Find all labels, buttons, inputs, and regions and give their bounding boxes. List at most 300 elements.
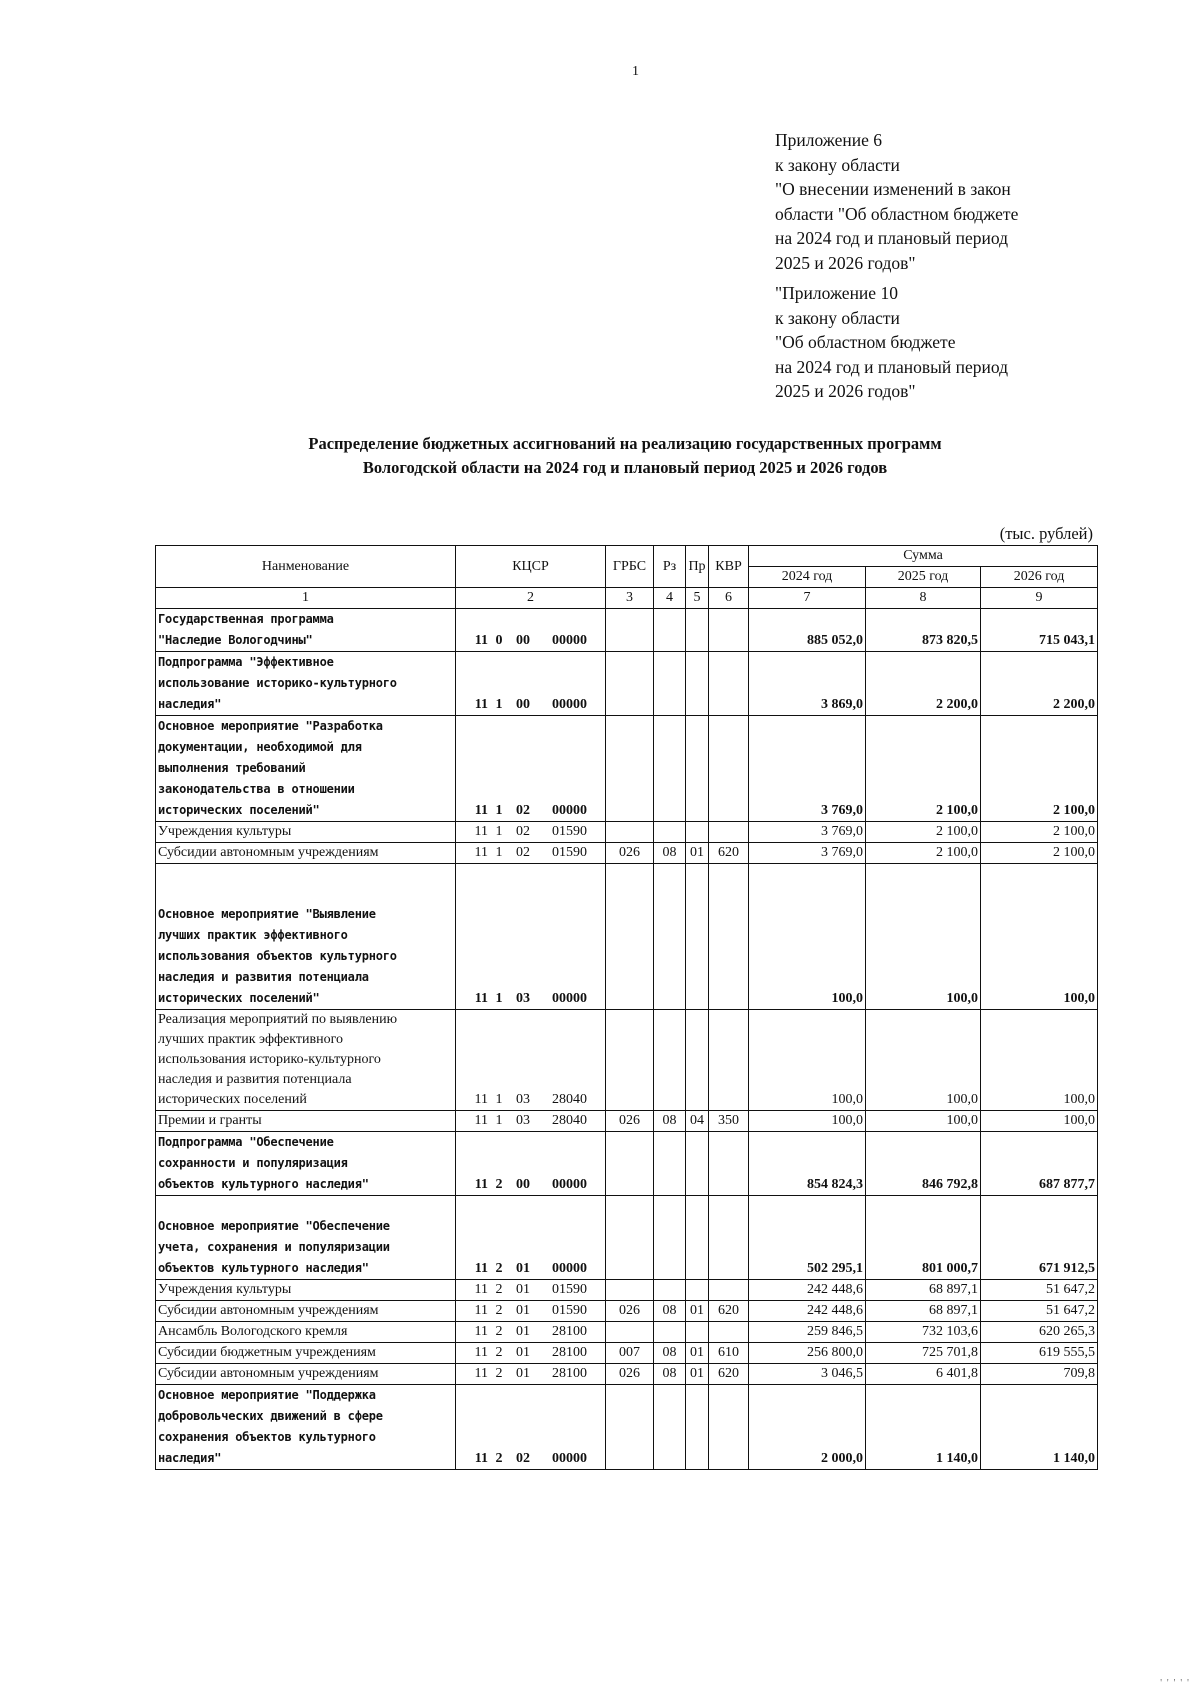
annex-line: на 2024 год и плановый период [775,228,1009,248]
row-name-line: лучших практик эффективного [158,1032,343,1047]
row-sum-2025: 873 820,5 [866,609,981,652]
row-sum-2025: 801 000,7 [866,1196,981,1280]
row-kvr [709,1280,749,1301]
kcsr-part: 00000 [552,697,587,712]
row-sum-2025: 1 140,0 [866,1385,981,1470]
row-sum-2026: 100,0 [981,1111,1098,1132]
row-kvr [709,822,749,843]
kcsr-part: 02 [516,1451,530,1466]
row-name-line: исторических поселений" [158,991,320,1005]
col-number: 6 [709,588,749,609]
kcsr-part: 1 [495,1092,503,1107]
row-sum-2024: 885 052,0 [749,609,866,652]
kcsr-part: 11 [474,1177,488,1192]
row-name-line: использование историко-культурного [158,676,397,690]
row-sum-2025: 2 100,0 [866,843,981,864]
row-kvr [709,864,749,1010]
row-grbs [606,1196,654,1280]
row-sum-2024: 100,0 [749,1111,866,1132]
col-number: 4 [654,588,686,609]
row-name-line: Субсидии автономным учреждениям [158,1366,379,1381]
row-sum-2024: 242 448,6 [749,1301,866,1322]
kcsr-part: 01590 [552,845,587,860]
table-row [156,1280,1098,1301]
row-sum-2024: 3 869,0 [749,652,866,716]
kcsr-part: 1 [495,803,503,818]
row-sum-2026: 100,0 [981,1010,1098,1111]
row-kcsr [456,1301,606,1322]
annex-line: области "Об областном бюджете [775,203,1019,224]
kcsr-part: 01 [516,1303,530,1318]
kcsr-part: 11 [474,845,488,860]
table-row [156,843,1098,864]
kcsr-part: 00000 [552,1177,587,1192]
kcsr-part: 01 [516,1324,530,1339]
kcsr-part: 2 [495,1451,503,1466]
row-kvr [709,1010,749,1111]
row-name [156,1385,456,1470]
kcsr-part: 28040 [552,1092,587,1107]
kcsr-part: 01590 [552,1303,587,1318]
col-number: 3 [606,588,654,609]
title-line-1: Распределение бюджетных ассигнований на реализацию государственных программ [308,434,942,453]
kcsr-part: 01590 [552,824,587,839]
kcsr-part: 01 [516,1282,530,1297]
row-name [156,1322,456,1343]
kcsr-part: 11 [474,1345,488,1360]
kcsr-part: 2 [495,1303,503,1318]
row-name-line: сохранения объектов культурного [158,1430,376,1444]
kcsr-part: 11 [474,1366,488,1381]
kcsr-part: 2 [495,1366,503,1381]
row-grbs [606,1280,654,1301]
row-pr: 04 [686,1111,709,1132]
kcsr-part: 11 [474,1303,488,1318]
table-body [156,609,1098,1470]
row-sum-2026: 709,8 [981,1364,1098,1385]
header-year-2026: 2026 год [981,567,1098,588]
kcsr-part: 11 [474,1324,488,1339]
budget-table [155,545,1098,1470]
row-pr [686,716,709,822]
row-grbs: 026 [606,1364,654,1385]
annex-line: 2025 и 2026 годов" [775,381,916,401]
header-year-2025: 2025 год [866,567,981,588]
kcsr-part: 1 [495,697,503,712]
row-kvr: 620 [709,1301,749,1322]
kcsr-part: 2 [495,1261,503,1276]
annex-line: к закону области [775,307,900,328]
table-row [156,1322,1098,1343]
row-pr [686,1132,709,1196]
kcsr-part: 03 [516,1113,530,1128]
row-sum-2025: 100,0 [866,1111,981,1132]
row-kcsr [456,843,606,864]
annex-block-1 [775,128,1018,275]
row-rz [654,864,686,1010]
row-grbs [606,864,654,1010]
row-kvr [709,1132,749,1196]
kcsr-part: 00 [516,633,530,648]
row-sum-2024: 3 769,0 [749,716,866,822]
kcsr-part: 01 [516,1366,530,1381]
kcsr-part: 11 [474,697,488,712]
row-sum-2025: 846 792,8 [866,1132,981,1196]
table-row [156,652,1098,716]
row-sum-2024: 854 824,3 [749,1132,866,1196]
row-kcsr [456,1010,606,1111]
row-name-line: исторических поселений [158,1092,307,1107]
row-rz [654,1280,686,1301]
header-row-1 [156,546,1098,567]
kcsr-part: 00000 [552,633,587,648]
row-sum-2026: 715 043,1 [981,609,1098,652]
kcsr-part: 2 [495,1177,503,1192]
kcsr-part: 00 [516,1177,530,1192]
kcsr-part: 11 [474,824,488,839]
column-number-row [156,588,1098,609]
table-row [156,609,1098,652]
row-name [156,1301,456,1322]
row-name-line: добровольческих движений в сфере [158,1409,383,1423]
row-rz [654,1385,686,1470]
row-name-line: Премии и гранты [158,1113,262,1128]
row-sum-2026: 687 877,7 [981,1132,1098,1196]
row-name [156,1364,456,1385]
row-pr [686,609,709,652]
row-grbs: 007 [606,1343,654,1364]
row-name [156,1010,456,1111]
units-label: (тыс. рублей) [999,524,1093,543]
annex-line: "Об областном бюджете [775,332,956,352]
header-rz: Рз [654,546,686,588]
kcsr-part: 2 [495,1324,503,1339]
row-rz [654,609,686,652]
row-sum-2026: 620 265,3 [981,1322,1098,1343]
row-kcsr [456,1196,606,1280]
kcsr-part: 28100 [552,1324,587,1339]
row-name [156,1132,456,1196]
kcsr-part: 03 [516,1092,530,1107]
header-name: Нанменование [156,546,456,588]
row-grbs: 026 [606,1301,654,1322]
row-name-line: объектов культурного наследия" [158,1177,369,1191]
row-sum-2026: 2 100,0 [981,822,1098,843]
kcsr-part: 11 [474,1282,488,1297]
kcsr-part: 00000 [552,991,587,1006]
row-kcsr [456,1385,606,1470]
row-pr [686,1010,709,1111]
kcsr-part: 2 [495,1345,503,1360]
col-number: 2 [456,588,606,609]
row-kcsr [456,1364,606,1385]
table-row [156,1385,1098,1470]
row-pr: 01 [686,1343,709,1364]
kcsr-part: 11 [474,991,488,1006]
kcsr-part: 28100 [552,1366,587,1381]
row-grbs [606,1322,654,1343]
row-name-line: выполнения требований [158,761,306,775]
col-number: 7 [749,588,866,609]
row-pr [686,1385,709,1470]
row-name-line: Основное мероприятие "Обеспечение [158,1219,390,1233]
row-sum-2026: 51 647,2 [981,1280,1098,1301]
row-sum-2026: 2 100,0 [981,716,1098,822]
row-kvr: 350 [709,1111,749,1132]
row-pr: 01 [686,1301,709,1322]
row-name-line: Субсидии бюджетным учреждениям [158,1345,376,1360]
row-name-line: лучших практик эффективного [158,928,348,942]
row-sum-2024: 3 769,0 [749,822,866,843]
table-row [156,822,1098,843]
row-name-line: Субсидии автономным учреждениям [158,845,379,860]
kcsr-part: 02 [516,803,530,818]
kcsr-part: 02 [516,824,530,839]
row-grbs [606,822,654,843]
row-sum-2024: 2 000,0 [749,1385,866,1470]
kcsr-part: 00000 [552,803,587,818]
row-rz [654,1196,686,1280]
row-rz: 08 [654,1301,686,1322]
row-name [156,1280,456,1301]
row-name-line: Основное мероприятие "Поддержка [158,1388,376,1402]
row-kcsr [456,1343,606,1364]
title-line-2: Вологодской области на 2024 год и плановый период 2025 и 2026 годов [362,458,888,477]
kcsr-part: 11 [474,633,488,648]
row-rz [654,1132,686,1196]
row-name [156,843,456,864]
row-sum-2026: 2 100,0 [981,843,1098,864]
col-number: 8 [866,588,981,609]
kcsr-part: 11 [474,1451,488,1466]
row-name-line [158,864,453,884]
row-sum-2026: 51 647,2 [981,1301,1098,1322]
table-row [156,1132,1098,1196]
row-kvr: 620 [709,843,749,864]
row-name-line: Учреждения культуры [158,1282,292,1297]
header-kcsr: КЦСР [456,546,606,588]
row-sum-2025: 2 200,0 [866,652,981,716]
row-grbs [606,1010,654,1111]
row-name-line: Государственная программа [158,612,334,626]
row-name-line: Реализация мероприятий по выявлению [158,1012,398,1027]
document-title [150,432,1100,480]
annex-line: 2025 и 2026 годов" [775,252,916,273]
table-row [156,1364,1098,1385]
row-rz [654,716,686,822]
row-sum-2025: 2 100,0 [866,822,981,843]
row-name-line: Ансамбль Вологодского кремля [158,1324,348,1339]
row-pr: 01 [686,1364,709,1385]
row-sum-2024: 259 846,5 [749,1322,866,1343]
header-kvr: КВР [709,546,749,588]
table-row [156,864,1098,1010]
table-row [156,1111,1098,1132]
row-name-line: наследия" [158,1451,222,1465]
kcsr-part: 0 [495,633,503,648]
row-kcsr [456,822,606,843]
row-rz: 08 [654,1343,686,1364]
row-name-line: объектов культурного наследия" [158,1261,369,1275]
row-kcsr [456,1280,606,1301]
row-name-line [158,1196,453,1216]
kcsr-part: 11 [474,1261,488,1276]
row-sum-2025: 68 897,1 [866,1280,981,1301]
annex-line: "Приложение 10 [775,283,898,303]
row-kcsr [456,864,606,1010]
kcsr-part: 11 [474,1113,488,1128]
kcsr-part: 00000 [552,1261,587,1276]
kcsr-part: 28040 [552,1113,587,1128]
col-number: 1 [156,588,456,609]
row-pr [686,1196,709,1280]
row-name-line: наследия и развития потенциала [158,970,369,984]
row-kvr [709,716,749,822]
row-name [156,1343,456,1364]
row-name-line: Основное мероприятие "Выявление [158,907,376,921]
row-kvr [709,609,749,652]
row-sum-2024: 100,0 [749,1010,866,1111]
row-grbs [606,716,654,822]
annex-block-2 [775,281,1018,404]
row-sum-2025: 100,0 [866,864,981,1010]
row-name-line: наследия" [158,697,222,711]
row-name [156,1111,456,1132]
row-rz [654,1010,686,1111]
annex-line: к закону области [775,154,900,175]
kcsr-part: 1 [495,1113,503,1128]
header-sum: Сумма [749,546,1098,567]
row-grbs [606,1385,654,1470]
row-sum-2024: 100,0 [749,864,866,1010]
header-grbs: ГРБС [606,546,654,588]
kcsr-part: 00000 [552,1451,587,1466]
row-name-line: наследия и развития потенциала [158,1072,352,1087]
page-number: 1 [632,64,639,79]
row-name-line: Субсидии автономным учреждениям [158,1303,379,1318]
row-name-line: использования объектов культурного [158,949,397,963]
row-name-line: Подпрограмма "Обеспечение [158,1135,334,1149]
kcsr-part: 01 [516,1345,530,1360]
row-name [156,1196,456,1280]
row-sum-2026: 1 140,0 [981,1385,1098,1470]
table-row [156,1343,1098,1364]
row-rz [654,652,686,716]
row-rz: 08 [654,1111,686,1132]
row-name-line: документации, необходимой для [158,740,362,754]
row-sum-2026: 671 912,5 [981,1196,1098,1280]
row-sum-2026: 2 200,0 [981,652,1098,716]
row-kvr [709,1196,749,1280]
kcsr-part: 02 [516,845,530,860]
row-name-line: "Наследие Вологодчины" [158,633,313,647]
corner-mark: ' ' ' ' ' [1160,1677,1190,1689]
row-name-line: Учреждения культуры [158,824,292,839]
row-name-line: использования историко-культурного [158,1052,381,1067]
header-pr: Пр [686,546,709,588]
row-kvr: 610 [709,1343,749,1364]
row-kcsr [456,1322,606,1343]
row-name-line: законодательства в отношении [158,782,355,796]
row-kcsr [456,652,606,716]
row-kvr [709,652,749,716]
row-name [156,822,456,843]
row-sum-2024: 502 295,1 [749,1196,866,1280]
row-sum-2026: 100,0 [981,864,1098,1010]
col-number: 5 [686,588,709,609]
kcsr-part: 00 [516,697,530,712]
row-grbs [606,1132,654,1196]
row-rz: 08 [654,1364,686,1385]
row-sum-2025: 732 103,6 [866,1322,981,1343]
kcsr-part: 03 [516,991,530,1006]
row-name-line [158,884,453,904]
kcsr-part: 1 [495,991,503,1006]
row-kcsr [456,1111,606,1132]
row-kcsr [456,1132,606,1196]
row-pr: 01 [686,843,709,864]
row-kvr [709,1385,749,1470]
kcsr-part: 11 [474,803,488,818]
kcsr-part: 11 [474,1092,488,1107]
row-name [156,716,456,822]
annex-header [775,128,1018,404]
row-sum-2026: 619 555,5 [981,1343,1098,1364]
row-grbs [606,609,654,652]
annex-line: "О внесении изменений в закон [775,179,1011,199]
annex-line: на 2024 год и плановый период [775,356,1009,377]
row-kvr [709,1322,749,1343]
row-pr [686,864,709,1010]
row-grbs: 026 [606,843,654,864]
col-number: 9 [981,588,1098,609]
table-row [156,1010,1098,1111]
kcsr-part: 1 [495,824,503,839]
row-sum-2024: 242 448,6 [749,1280,866,1301]
row-name-line: Основное мероприятие "Разработка [158,719,383,733]
row-sum-2025: 68 897,1 [866,1301,981,1322]
kcsr-part: 01 [516,1261,530,1276]
row-name [156,864,456,1010]
annex-line: Приложение 6 [775,130,883,150]
table-row [156,1196,1098,1280]
table-row [156,716,1098,822]
row-pr [686,1322,709,1343]
row-sum-2024: 256 800,0 [749,1343,866,1364]
kcsr-part: 28100 [552,1345,587,1360]
row-name-line: исторических поселений" [158,803,320,817]
row-rz: 08 [654,843,686,864]
row-pr [686,822,709,843]
kcsr-part: 1 [495,845,503,860]
row-name [156,609,456,652]
row-sum-2024: 3 046,5 [749,1364,866,1385]
row-kvr: 620 [709,1364,749,1385]
row-kcsr [456,609,606,652]
row-rz [654,822,686,843]
row-sum-2024: 3 769,0 [749,843,866,864]
header-year-2024: 2024 год [749,567,866,588]
row-kcsr [456,716,606,822]
row-sum-2025: 725 701,8 [866,1343,981,1364]
table-row [156,1301,1098,1322]
row-sum-2025: 2 100,0 [866,716,981,822]
row-pr [686,1280,709,1301]
row-rz [654,1322,686,1343]
row-sum-2025: 6 401,8 [866,1364,981,1385]
row-name-line: учета, сохранения и популяризации [158,1240,390,1254]
row-name-line: Подпрограмма "Эффективное [158,655,334,669]
